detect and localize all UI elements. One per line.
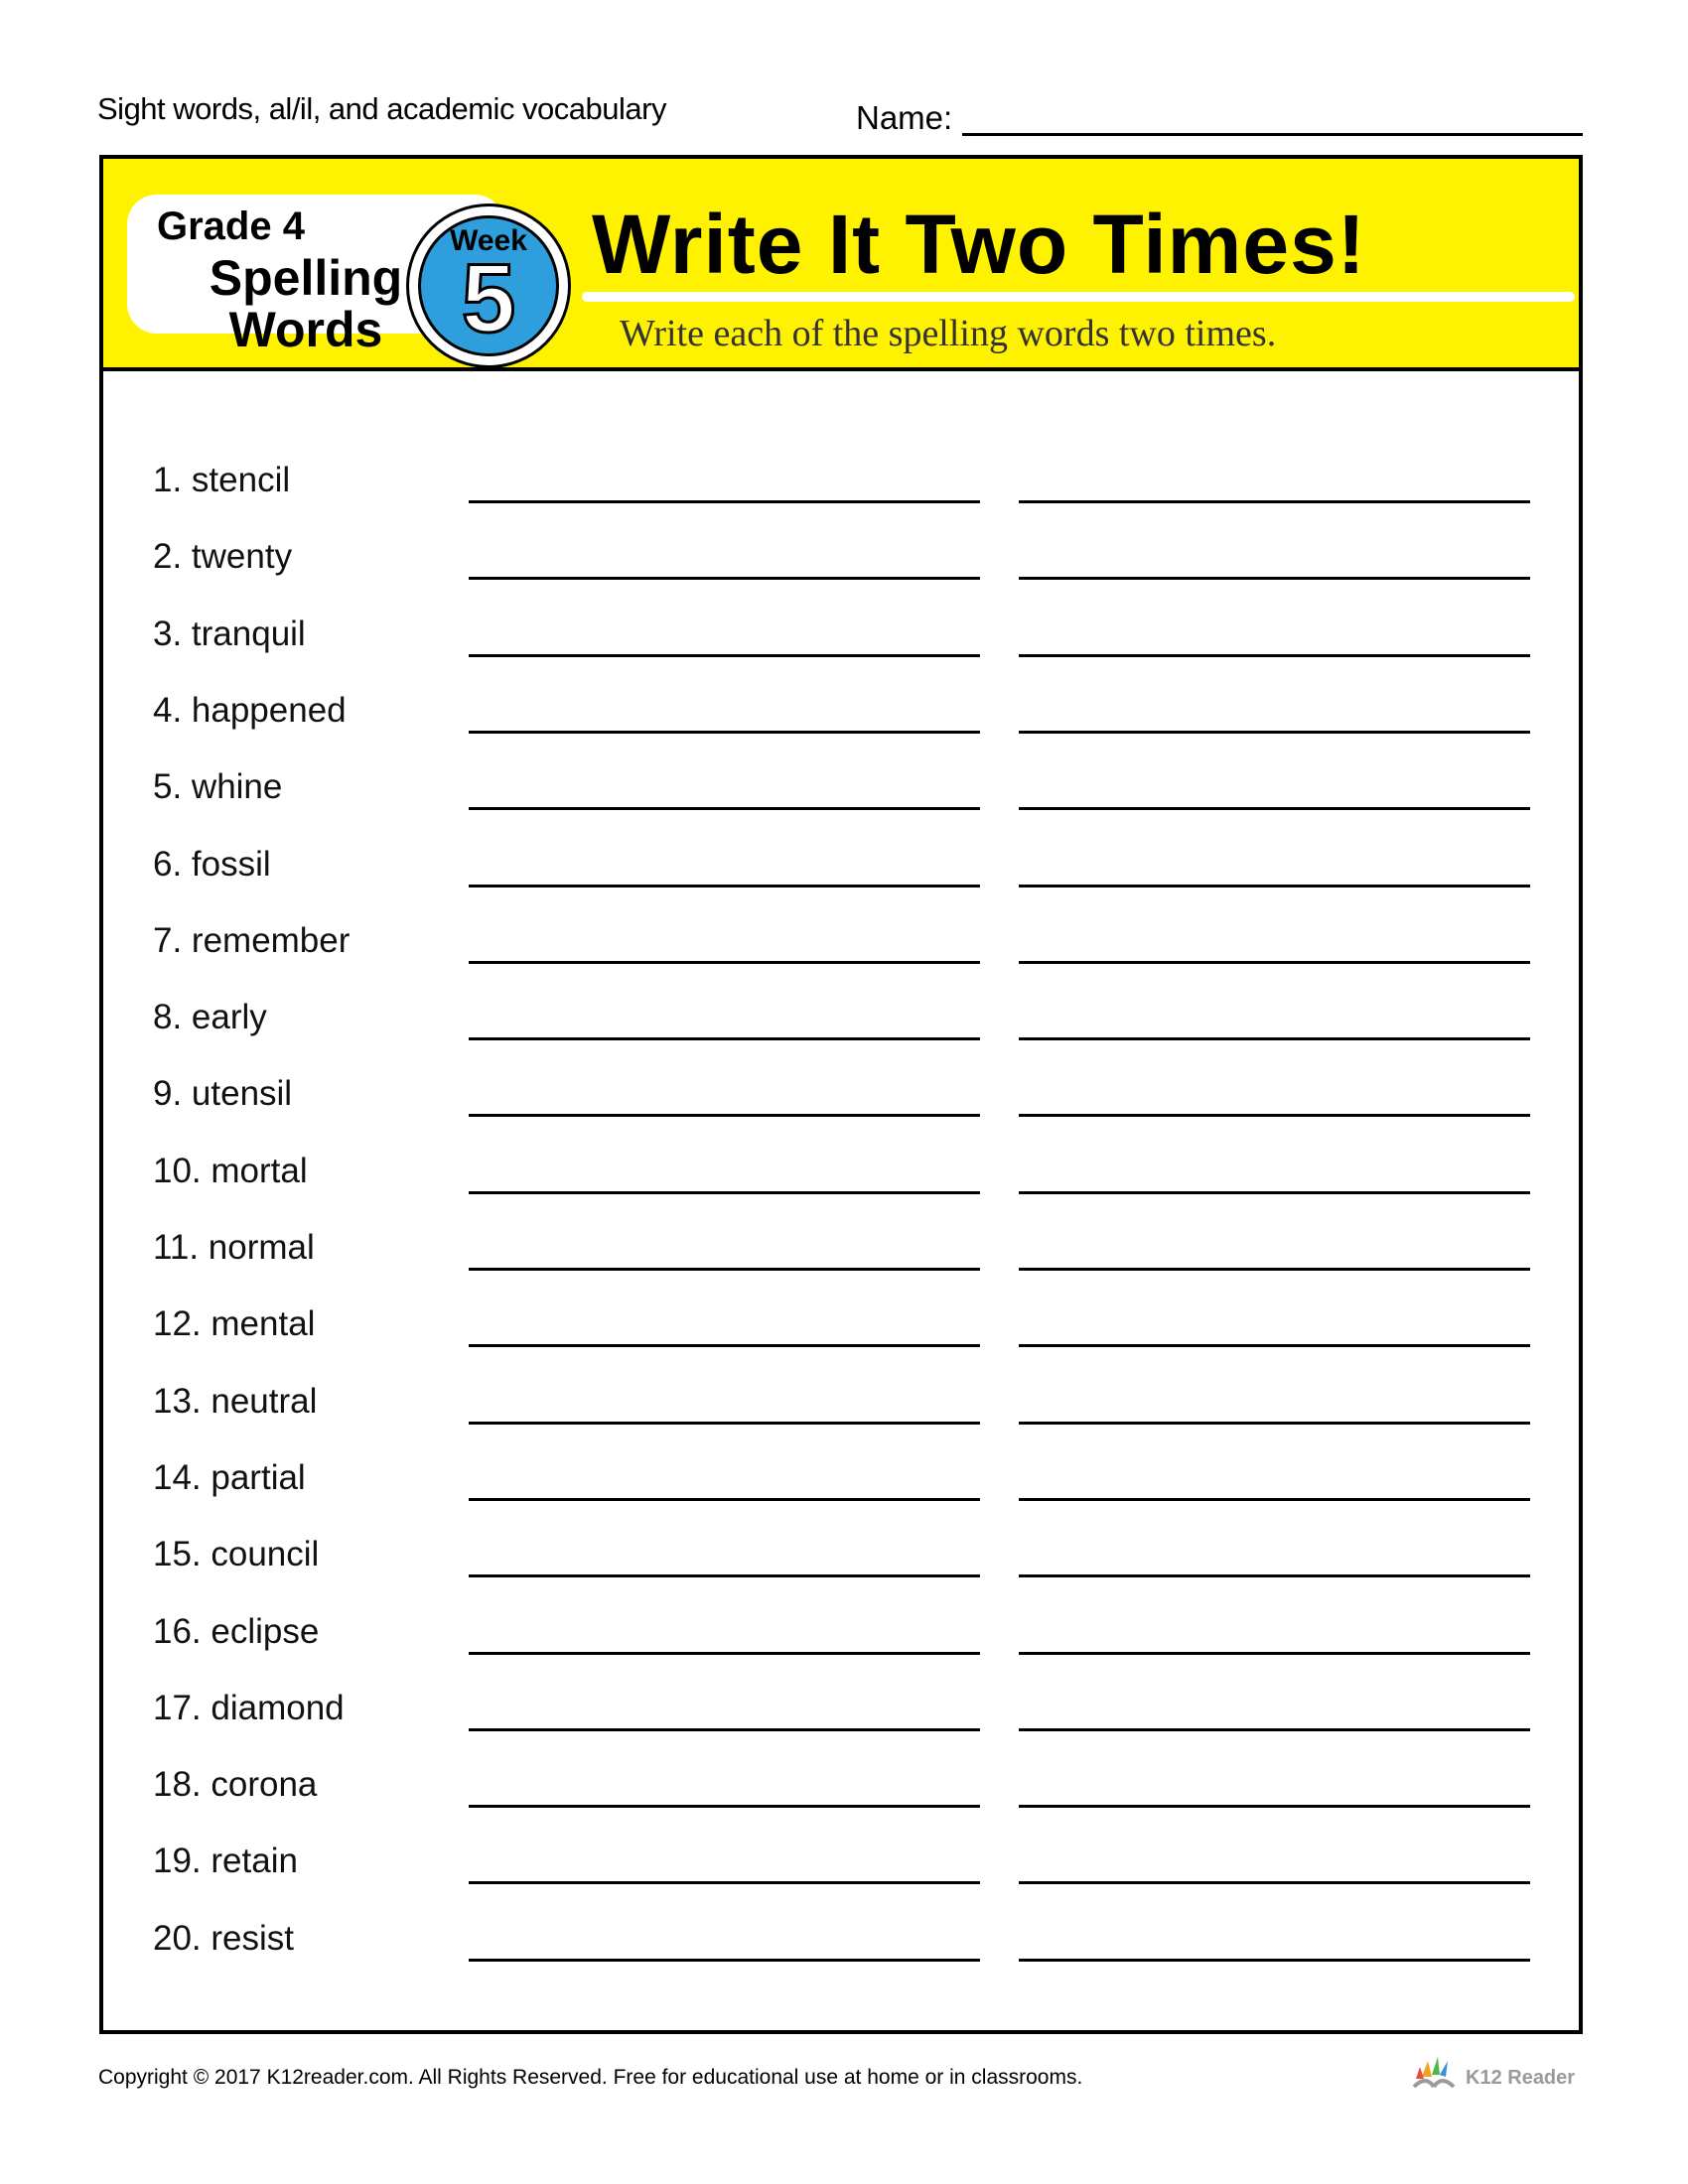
spelling-word: 18. corona — [153, 1765, 318, 1805]
write-line-second[interactable] — [1019, 885, 1530, 887]
write-line-second[interactable] — [1019, 1114, 1530, 1117]
write-line-first[interactable] — [469, 1422, 980, 1425]
write-line-second[interactable] — [1019, 1728, 1530, 1731]
page-title: Write It Two Times! — [592, 198, 1366, 291]
write-line-first[interactable] — [469, 1959, 980, 1962]
name-input-line[interactable] — [962, 133, 1583, 136]
write-line-first[interactable] — [469, 1037, 980, 1040]
copyright-notice: Copyright © 2017 K12reader.com. All Rights Reserved. Free for educational use at home or in classrooms. — [98, 2066, 1083, 2089]
write-line-second[interactable] — [1019, 1881, 1530, 1884]
spelling-word: 4. happened — [153, 690, 347, 730]
spelling-word: 15. council — [153, 1535, 320, 1574]
week-badge — [406, 204, 571, 368]
name-label: Name: — [856, 99, 953, 136]
write-line-second[interactable] — [1019, 500, 1530, 503]
spelling-words-label — [177, 252, 435, 355]
spelling-word: 14. partial — [153, 1457, 306, 1497]
spelling-word: 2. twenty — [153, 537, 293, 577]
write-line-first[interactable] — [469, 1574, 980, 1577]
write-line-second[interactable] — [1019, 1268, 1530, 1271]
write-line-second[interactable] — [1019, 1652, 1530, 1655]
spelling-word: 20. resist — [153, 1918, 294, 1958]
write-line-first[interactable] — [469, 577, 980, 580]
worksheet-topic: Sight words, al/il, and academic vocabulary — [97, 91, 666, 126]
write-line-first[interactable] — [469, 1344, 980, 1347]
spelling-word: 19. retain — [153, 1842, 298, 1881]
spelling-word: 8. early — [153, 998, 267, 1037]
week-label: Week — [450, 224, 527, 257]
write-line-second[interactable] — [1019, 961, 1530, 964]
write-line-second[interactable] — [1019, 1959, 1530, 1962]
worksheet-frame — [99, 155, 1583, 2034]
spelling-word: 3. tranquil — [153, 614, 306, 653]
title-underline — [582, 292, 1575, 302]
write-line-second[interactable] — [1019, 1191, 1530, 1194]
write-line-second[interactable] — [1019, 1037, 1530, 1040]
week-inner-circle — [418, 215, 559, 356]
write-line-first[interactable] — [469, 1881, 980, 1884]
write-line-second[interactable] — [1019, 1498, 1530, 1501]
spelling-word: 5. whine — [153, 767, 283, 807]
write-line-second[interactable] — [1019, 1344, 1530, 1347]
k12-reader-logo — [1408, 2055, 1587, 2099]
spelling-word: 9. utensil — [153, 1074, 293, 1114]
write-line-first[interactable] — [469, 1498, 980, 1501]
write-line-second[interactable] — [1019, 1422, 1530, 1425]
spelling-word: 11. normal — [153, 1228, 315, 1267]
worksheet-header — [103, 159, 1579, 371]
spelling-word: 12. mental — [153, 1304, 316, 1344]
write-line-first[interactable] — [469, 1114, 980, 1117]
spelling-word: 16. eclipse — [153, 1611, 320, 1651]
write-line-first[interactable] — [469, 961, 980, 964]
write-line-first[interactable] — [469, 1805, 980, 1808]
book-leaf-icon — [1408, 2055, 1464, 2095]
badge-line-2: Words — [228, 302, 383, 357]
write-line-second[interactable] — [1019, 1574, 1530, 1577]
write-line-second[interactable] — [1019, 654, 1530, 657]
instructions: Write each of the spelling words two times. — [620, 313, 1277, 354]
spelling-word: 10. mortal — [153, 1151, 308, 1190]
write-line-second[interactable] — [1019, 577, 1530, 580]
week-number: 5 — [461, 243, 516, 352]
write-line-first[interactable] — [469, 731, 980, 734]
spelling-word: 7. remember — [153, 920, 351, 960]
write-line-second[interactable] — [1019, 807, 1530, 810]
spelling-word: 17. diamond — [153, 1688, 345, 1727]
logo-text: K12 Reader — [1466, 2067, 1576, 2089]
write-line-first[interactable] — [469, 1191, 980, 1194]
spelling-word: 6. fossil — [153, 844, 271, 884]
write-line-first[interactable] — [469, 1728, 980, 1731]
write-line-first[interactable] — [469, 654, 980, 657]
write-line-second[interactable] — [1019, 1805, 1530, 1808]
grade-label: Grade 4 — [157, 205, 305, 248]
write-line-first[interactable] — [469, 885, 980, 887]
badge-line-1: Spelling — [209, 250, 403, 306]
write-line-first[interactable] — [469, 1652, 980, 1655]
write-line-first[interactable] — [469, 500, 980, 503]
write-line-first[interactable] — [469, 807, 980, 810]
write-line-second[interactable] — [1019, 731, 1530, 734]
spelling-word: 13. neutral — [153, 1381, 318, 1421]
spelling-word: 1. stencil — [153, 461, 291, 499]
write-line-first[interactable] — [469, 1268, 980, 1271]
